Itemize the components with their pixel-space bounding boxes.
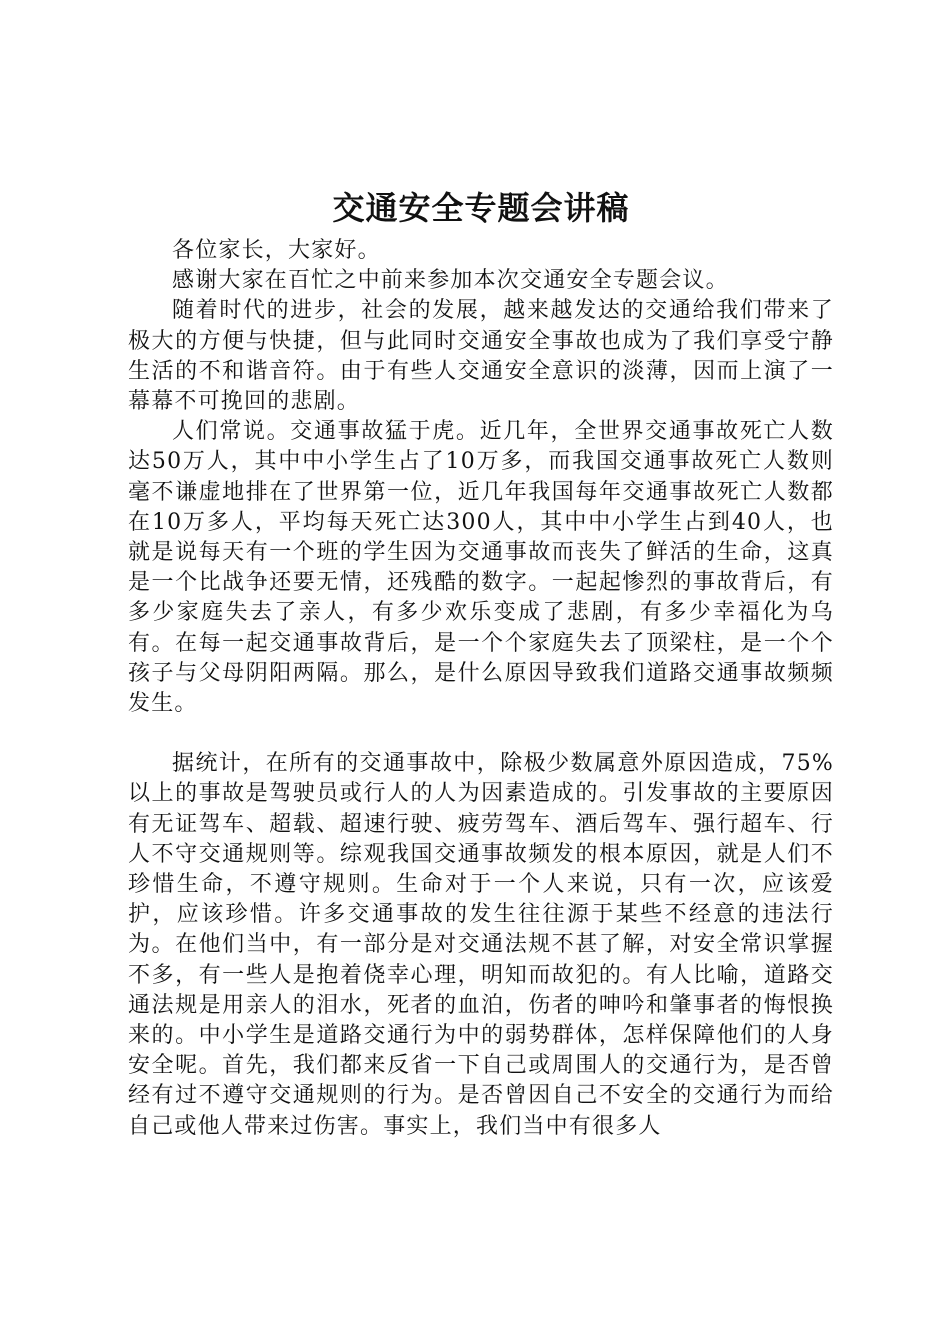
document-page: [128, 186, 834, 1142]
paragraph-greeting: 各位家长，大家好。: [172, 238, 381, 263]
paragraph-intro: 随着时代的进步，社会的发展，越来越发达的交通给我们带来了极大的方便与快捷，但与此同时交通安全事故也成为了我们享受宁静生活的不和谐音符。由于有些人交通安全意识的淡薄，因而上演了一幕幕不可挽回的悲剧。: [128, 298, 834, 415]
paragraph-thanks: 感谢大家在百忙之中前来参加本次交通安全专题会议。: [172, 268, 729, 294]
document-title: 交通安全专题会讲稿: [332, 189, 630, 227]
paragraph-causes: 据统计，在所有的交通事故中，除极少数属意外原因造成，75%以上的事故是驾驶员或行人的人为因素造成的。引发事故的主要原因有无证驾车、超载、超速行驶、疲劳驾车、酒后驾车、强行超车、行人不守交通规则等。综观我国交通事故频发的根本原因，就是人们不珍惜生命，不遵守规则。生命对于一个人来说，只有一次，应该爱护，应该珍惜。许多交通事故的发生往往源于某些不经意的违法行为。在他们当中，有一部分是对交通法规不甚了解，对安全常识掌握不多，有一些人是抱着侥幸心理，明知而故犯的。有人比喻，道路交通法规是用亲人的泪水，死者的血泊，伤者的呻吟和肇事者的悔恨换来的。中小学生是道路交通行为中的弱势群体，怎样保障他们的人身安全呢。首先，我们都来反省一下自己或周围人的交通行为，是否曾经有过不遵守交通规则的行为。是否曾因自己不安全的交通行为而给自己或他人带来过伤害。事实上，我们当中有很多人: [128, 751, 834, 1139]
paragraph-statistics: 人们常说。交通事故猛于虎。近几年，全世界交通事故死亡人数达50万人，其中中小学生占了10万多，而我国交通事故死亡人数则毫不谦虚地排在了世界第一位，近几年我国每年交通事故死亡人数都在10万多人，平均每天死亡达300人，其中中小学生占到40人，也就是说每天有一个班的学生因为交通事故而丧失了鲜活的生命，这真是一个比战争还要无情，还残酷的数字。一起起惨烈的事故背后，有多少家庭失去了亲人，有多少欢乐变成了悲剧，有多少幸福化为乌有。在每一起交通事故背后，是一个个家庭失去了顶梁柱，是一个个孩子与父母阴阳两隔。那么，是什么原因导致我们道路交通事故频频发生。: [128, 419, 834, 717]
